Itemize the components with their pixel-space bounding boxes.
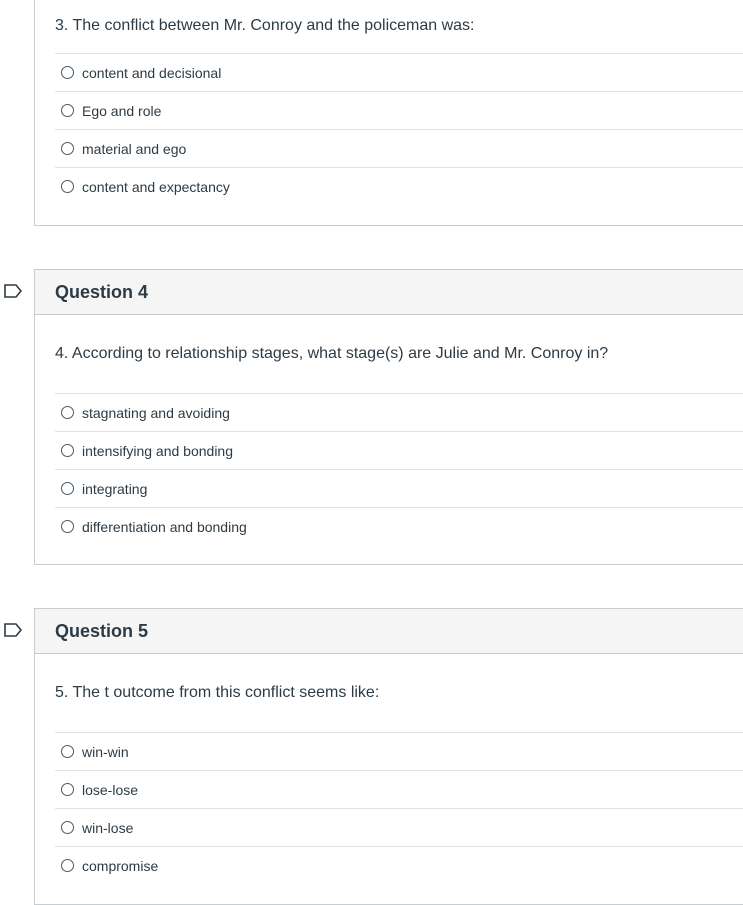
radio-button-icon[interactable]	[61, 444, 74, 457]
radio-button-icon[interactable]	[61, 180, 74, 193]
radio-button-icon[interactable]	[61, 482, 74, 495]
question-5-card	[34, 608, 743, 905]
radio-button-icon[interactable]	[61, 142, 74, 155]
answer-option[interactable]	[55, 91, 743, 129]
answer-label: compromise	[82, 857, 159, 874]
radio-button-icon[interactable]	[61, 104, 74, 117]
radio-button-icon[interactable]	[61, 821, 74, 834]
question-5-text: 5. The t outcome from this conflict seems like:	[55, 684, 380, 701]
answer-label: content and expectancy	[82, 178, 230, 195]
answer-option[interactable]	[55, 431, 743, 469]
flag-question-4-icon[interactable]	[4, 284, 22, 298]
question-3-card	[34, 0, 743, 226]
radio-button-icon[interactable]	[61, 783, 74, 796]
answer-label: stagnating and avoiding	[82, 404, 230, 421]
answer-label: intensifying and bonding	[82, 442, 234, 459]
answer-option[interactable]	[55, 846, 743, 884]
answer-label: win-win	[82, 743, 129, 760]
answer-option[interactable]	[55, 808, 743, 846]
answer-label: integrating	[82, 480, 148, 497]
question-4-answers	[55, 393, 743, 545]
answer-label: Ego and role	[82, 102, 162, 119]
answer-option[interactable]	[55, 770, 743, 808]
answer-label: win-lose	[82, 819, 134, 836]
radio-button-icon[interactable]	[61, 859, 74, 872]
question-5-answers	[55, 732, 743, 884]
answer-option[interactable]	[55, 129, 743, 167]
flag-question-5-icon[interactable]	[4, 623, 22, 637]
answer-label: lose-lose	[82, 781, 139, 798]
answer-label: material and ego	[82, 140, 187, 157]
question-4-card	[34, 269, 743, 565]
radio-button-icon[interactable]	[61, 406, 74, 419]
radio-button-icon[interactable]	[61, 745, 74, 758]
answer-option[interactable]	[55, 732, 743, 770]
answer-option[interactable]	[55, 507, 743, 545]
question-4-text: 4. According to relationship stages, what stage(s) are Julie and Mr. Conroy in?	[55, 345, 609, 362]
answer-option[interactable]	[55, 469, 743, 507]
answer-label: differentiation and bonding	[82, 518, 247, 535]
question-3-answers	[55, 53, 743, 205]
question-5-header: Question 5	[35, 609, 743, 654]
radio-button-icon[interactable]	[61, 520, 74, 533]
answer-option[interactable]	[55, 393, 743, 431]
answer-option[interactable]	[55, 53, 743, 91]
question-4-header: Question 4	[35, 270, 743, 315]
answer-label: content and decisional	[82, 64, 222, 81]
answer-option[interactable]	[55, 167, 743, 205]
question-3-text: 3. The conflict between Mr. Conroy and the policeman was:	[55, 17, 475, 34]
radio-button-icon[interactable]	[61, 66, 74, 79]
